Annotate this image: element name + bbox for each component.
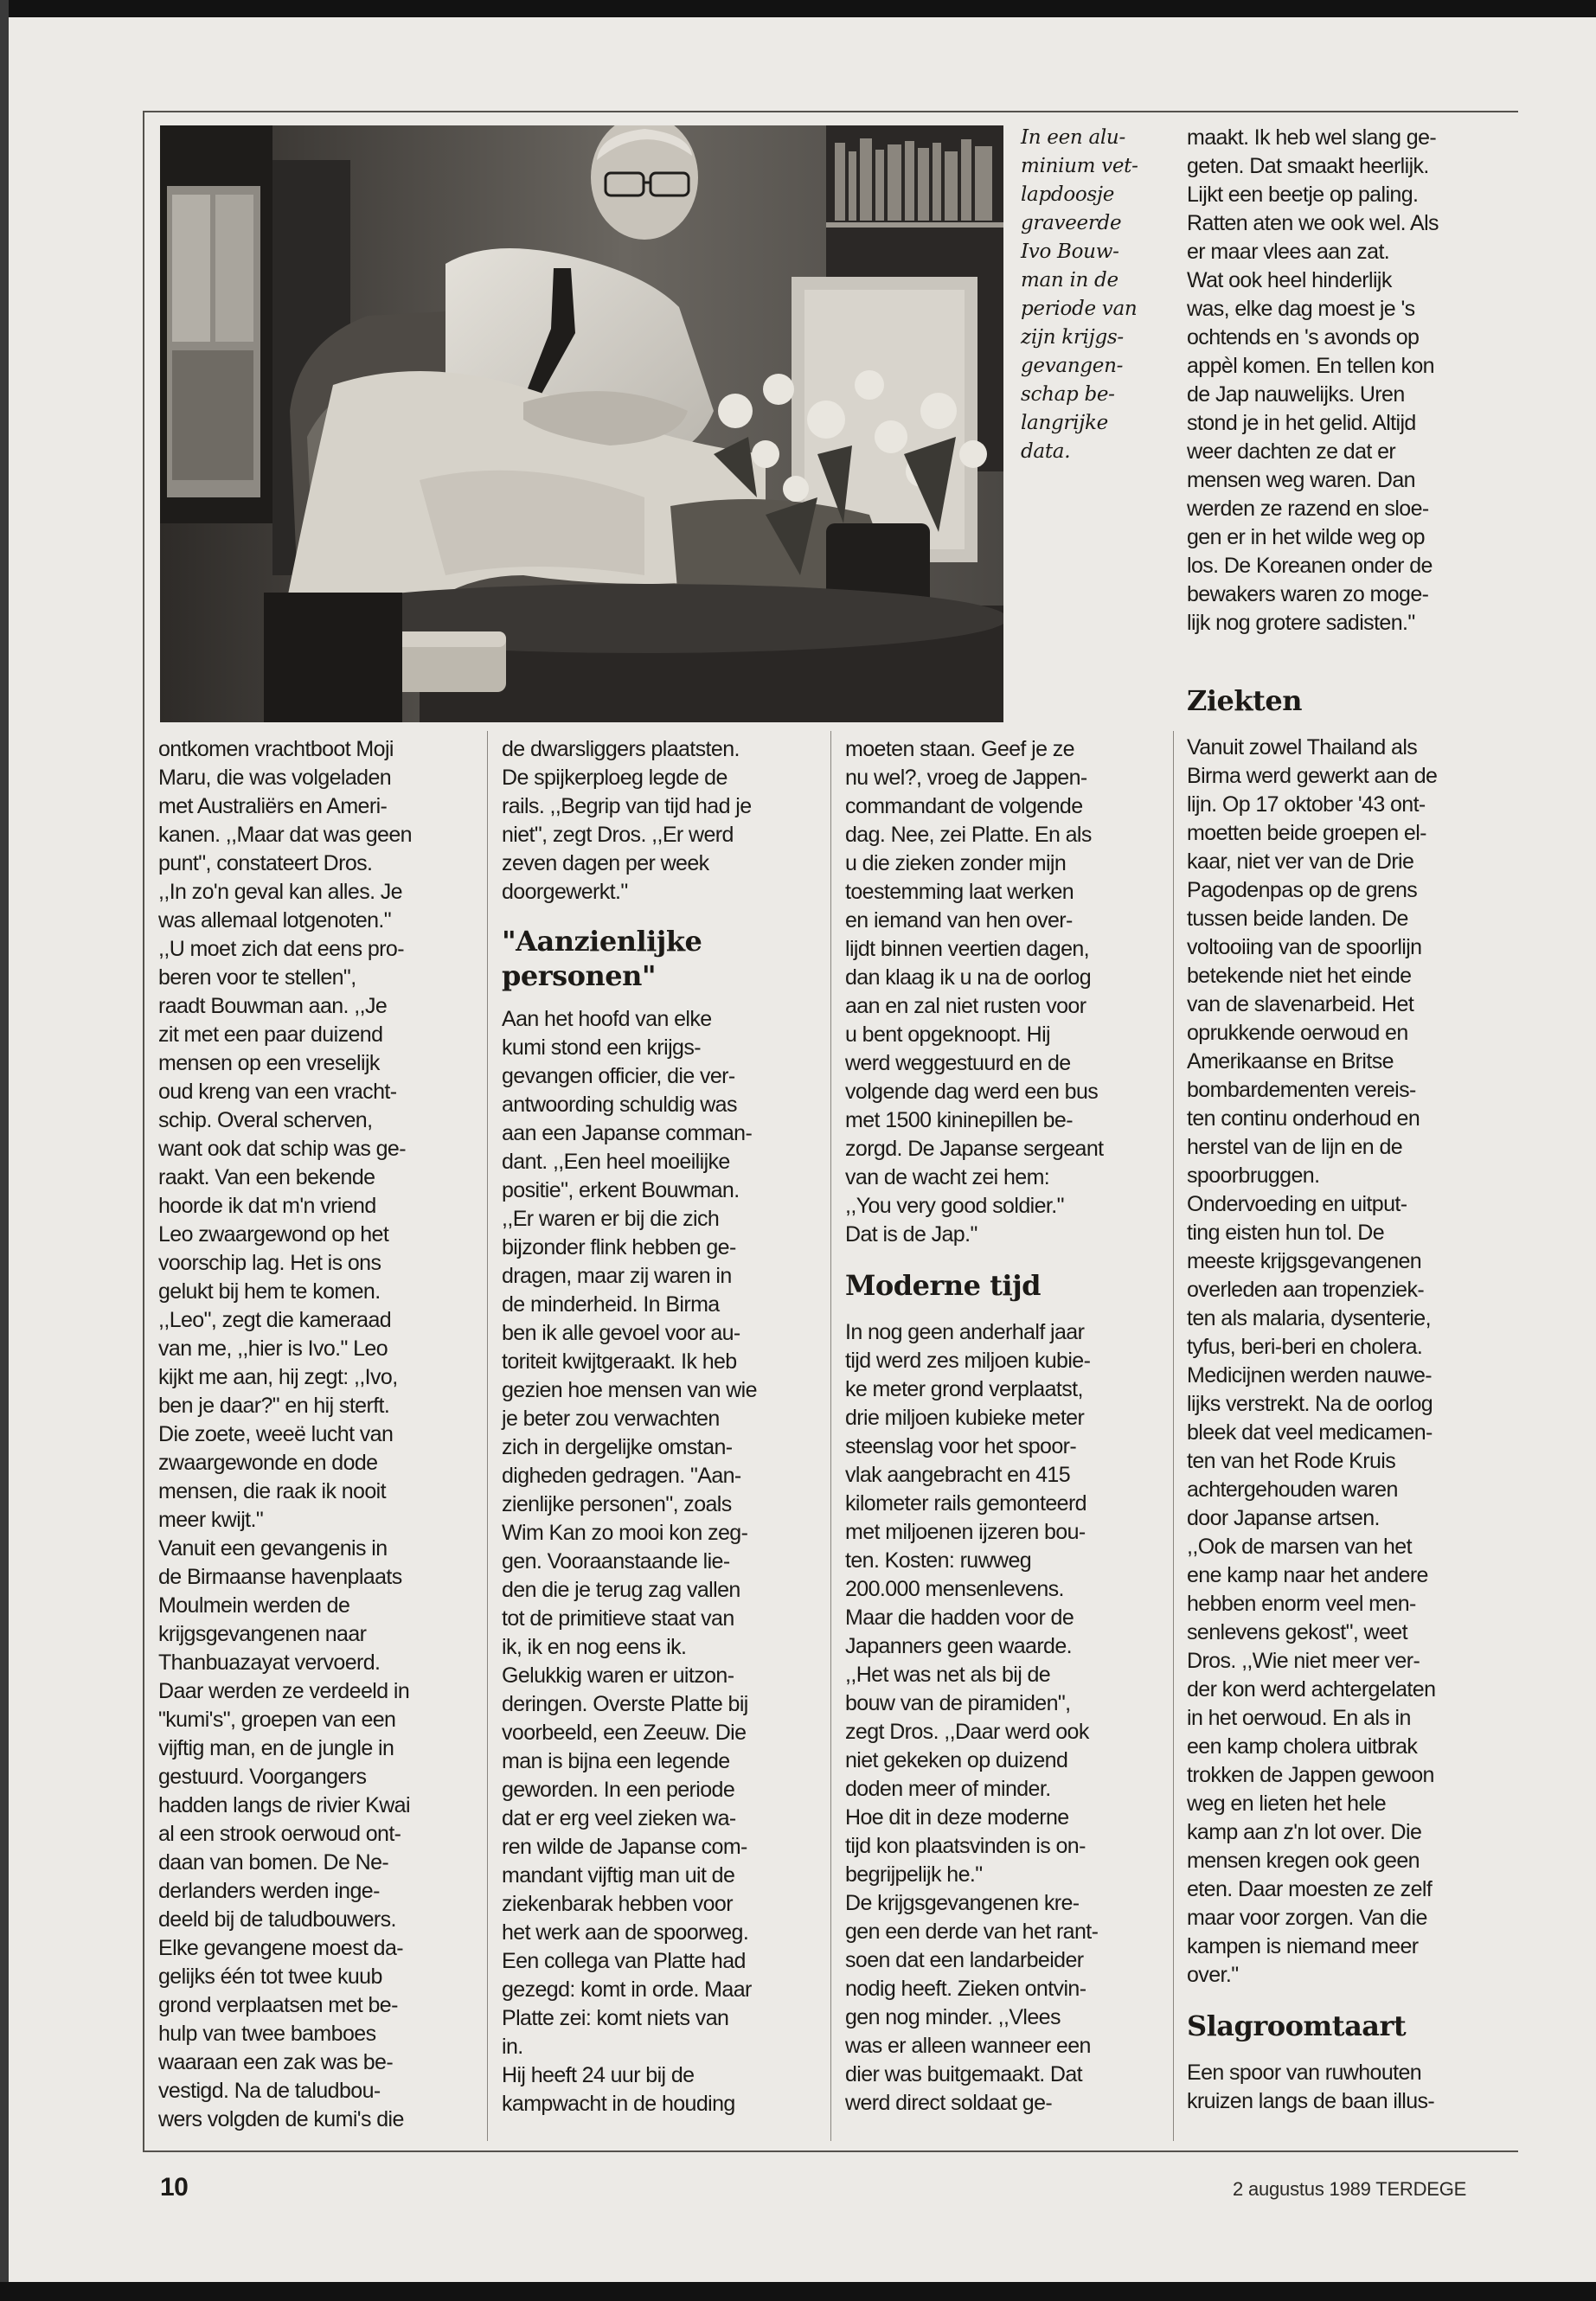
- section-heading: Moderne tijd: [845, 1269, 1042, 1302]
- section-heading: Ziekten: [1187, 684, 1302, 717]
- paragraph: ontkomen vrachtboot Moji Maru, die was volgeladen met Australiërs en Ameri- kanen. ,,Maar dat was geen punt", constateert Dros. ,,In zo'n geval kan alles. Je was allemaal lotgenoten." ,,U moet zich dat eens pro- beren voor te stellen", raadt Bouwman aan. ,,Je zit met een paar duizend mensen op een vreselijk oud kreng van een vracht- schip. Overal scherven, want ook dat schip was ge- raakt. Van een bekende hoorde ik dat m'n vriend Leo zwaargewond op het voorschip lag. Het is ons gelukt bij hem te komen. ,,Leo", zegt die kameraad van me, ,,hier is Ivo." Leo kijkt me aan, hij zegt: ,,Ivo, ben je daar?" en hij sterft. Die zoete, weeë lucht van zwaargewonde en dode mensen, die raak ik nooit meer kwijt." Vanuit een gevangenis in de Birmaanse havenplaats Moulmein werden de krijgsgevangenen naar Thanbuazayat vervoerd. Daar werden ze verdeeld in "kumi's", groepen van een vijftig man, en de jungle in gestuurd. Voorgangers hadden langs de rivier Kwai al een strook oerwoud ont- daan van bomen. De Ne- derlanders werden inge- deeld bij de taludbouwers. Elke gevangene moest da- gelijks één tot twee kuub grond verplaatsen met be- hulp van twee bamboes waaraan een zak was be- vestigd. Na de taludbou- wers volgden de kumi's die: [158, 737, 412, 2131]
- column-4-top: [1187, 124, 1507, 638]
- page-edge-left: [0, 0, 9, 2301]
- page-edge-top: [0, 0, 1596, 17]
- column-rule: [830, 731, 831, 2141]
- page-edge-bottom: [0, 2282, 1596, 2301]
- paragraph: de dwarsliggers plaatsten. De spijkerploeg legde de rails. ,,Begrip van tijd had je niet", zegt Dros. ,,Er werd zeven dagen per week doorgewerkt.": [502, 737, 752, 904]
- column-rule: [487, 731, 488, 2141]
- frame-rule-bottom: [143, 2150, 1518, 2152]
- column-3: [845, 735, 1165, 2118]
- photo-caption: In een alu- minium vet- lapdoosje graveerde Ivo Bouw- man in de periode van zijn krijgs- gevangen- schap be- langrijke data.: [1021, 126, 1138, 463]
- article-photo: [160, 125, 1003, 722]
- paragraph: Aan het hoofd van elke kumi stond een krijgs- gevangen officier, die ver- antwoording schuldig was aan een Japanse comman- dant. ,,Een heel moeilijke positie", erkent Bouwman. ,,Er waren er bij die zich bijzonder flink hebben ge- dragen, maar zij waren in de minderheid. In Birma ben ik alle gevoel voor au- toriteit kwijtgeraakt. Ik heb gezien hoe mensen van wie je beter zou verwachten zich in dergelijke omstan- digheden gedragen. "Aan- zienlijke personen", zoals Wim Kan zo mooi kon zeg- gen. Vooraanstaande lie- den die je terug zag vallen tot de primitieve staat van ik, ik en nog eens ik. Gelukkig waren er uitzon- deringen. Overste Platte bij voorbeeld, een Zeeuw. Die man is bijna een legende geworden. In een periode dat er erg veel zieken wa- ren wilde de Japanse com- mandant vijftig man uit de ziekenbarak hebben voor het werk aan de spoorweg. Een collega van Platte had gezegd: komt in orde. Maar Platte zei: komt niets van in. Hij heeft 24 uur bij de kampwacht in de houding: [502, 1007, 757, 2116]
- column-1: [158, 735, 478, 2134]
- column-4: [1187, 683, 1507, 2116]
- frame-rule-top: [143, 111, 1518, 112]
- frame-rule-left: [143, 111, 144, 2152]
- paragraph: Een spoor van ruwhouten kruizen langs de baan illus-: [1187, 2061, 1435, 2113]
- paragraph: moeten staan. Geef je ze nu wel?, vroeg de Jappen- commandant de volgende dag. Nee, zei Platte. En als u die zieken zonder mijn toestemming laat werken en iemand van hen over- lijdt binnen veertien dagen, dan klaag ik u na de oorlog aan en zal niet rusten voor u bent opgeknoopt. Hij werd weggestuurd en de volgende dag werd een bus met 1500 kininepillen be- zorgd. De Japanse sergeant van de wacht zei hem: ,,You very good soldier." Dat is de Jap.": [845, 737, 1104, 1247]
- footer-date-publication: 2 augustus 1989 TERDEGE: [1233, 2178, 1467, 2200]
- paragraph: maakt. Ik heb wel slang ge- geten. Dat smaakt heerlijk. Lijkt een beetje op paling. Ratten aten we ook wel. Als er maar vlees aan zat. Wat ook heel hinderlijk was, elke dag moest je 's ochtends en 's avonds op appèl komen. En tellen kon de Jap nauwelijks. Uren stond je in het gelid. Altijd weer dachten ze dat er mensen weg waren. Dan werden ze razend en sloe- gen er in het wilde weg op los. De Koreanen onder de bewakers waren zo moge- lijk nog grotere sadisten.": [1187, 125, 1439, 635]
- paragraph: Vanuit zowel Thailand als Birma werd gewerkt aan de lijn. Op 17 oktober '43 ont- moetten beide groepen el- kaar, niet ver van de Drie Pagodenpas op de grens tussen beide landen. De voltooiing van de spoorlijn betekende niet het einde van de slavenarbeid. Het oprukkende oerwoud en Amerikaanse en Britse bombardementen vereis- ten continu onderhoud en herstel van de lijn en de spoorbruggen. Ondervoeding en uitput- ting eisten hun tol. De meeste krijgsgevangenen overleden aan tropenziek- ten als malaria, dysenterie, tyfus, beri-beri en cholera. Medicijnen werden nauwe- lijks verstrekt. Na de oorlog bleek dat veel medicamen- ten van het Rode Kruis achtergehouden waren door Japanse artsen. ,,Ook de marsen van het ene kamp naar het andere hebben enorm veel men- senlevens gekost", weet Dros. ,,Wie niet meer ver- der kon werd achtergelaten in het oerwoud. En als in een kamp cholera uitbrak trokken de Jappen gewoon weg en lieten het hele kamp aan z'n lot over. Die mensen kregen ook geen eten. Daar moesten ze zelf maar voor zorgen. Van die kampen is niemand meer over.": [1187, 735, 1438, 1987]
- section-heading: Slagroomtaart: [1187, 2009, 1407, 2042]
- section-heading: "Aanzienlijke personen": [502, 925, 702, 992]
- paragraph: In nog geen anderhalf jaar tijd werd zes miljoen kubie- ke meter grond verplaatst, drie miljoen kubieke meter steenslag voor het spoor- vlak aangebracht en 415 kilometer rails gemonteerd met miljoenen ijzeren bou- ten. Kosten: ruwweg 200.000 mensenlevens. Maar die hadden voor de Japanners geen waarde. ,,Het was net als bij de bouw van de piramiden", zegt Dros. ,,Daar werd ook niet gekeken op duizend doden meer of minder. Hoe dit in deze moderne tijd kon plaatsvinden is on- begrijpelijk he." De krijgsgevangenen kre- gen een derde van het rant- soen dat een landarbeider nodig heeft. Zieken ontvin- gen nog minder. ,,Vlees was er alleen wanneer een dier was buitgemaakt. Dat werd direct soldaat ge-: [845, 1320, 1099, 2115]
- column-2: [502, 735, 822, 2118]
- page-number: 10: [160, 2173, 189, 2202]
- column-rule: [1173, 731, 1174, 2141]
